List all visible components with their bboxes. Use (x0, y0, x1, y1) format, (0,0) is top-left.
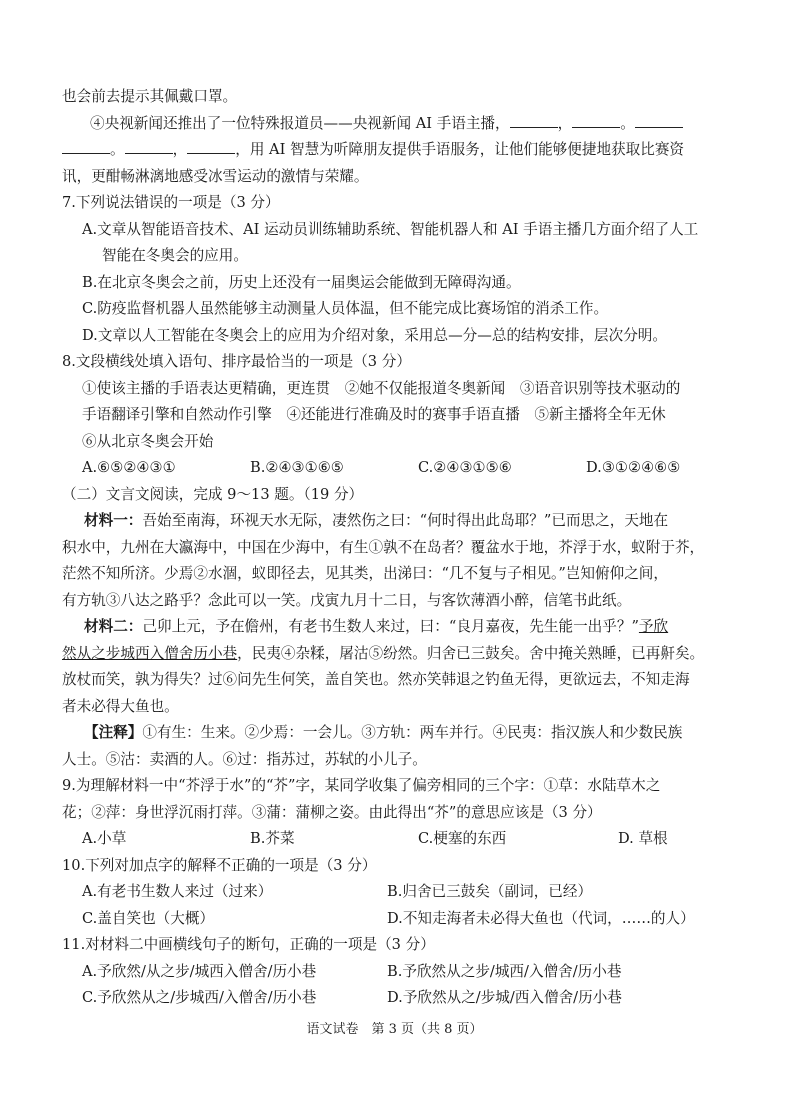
q11-options-row (62, 959, 731, 986)
material-two: 者未必得大鱼也。 (62, 697, 179, 715)
q7-stem: 7.下列说法错误的一项是（3 分） (62, 194, 280, 211)
q9-option-d: D. 草根 (618, 830, 668, 847)
material-one: 材料一：吾始至南海，环视天水无际，凄然伤之曰：“何时得出此岛耶？”已而思之，天地在 (84, 512, 669, 529)
q8-option-a: A.⑥⑤②④③① (82, 459, 176, 476)
q10-options-row (62, 906, 731, 933)
q8-option-d: D.③①②④⑥⑤ (586, 459, 681, 476)
q10-option-a: A.有老书生数人来过（过来） (82, 883, 273, 900)
notes: 【注释】①有生：生来。②少焉：一会儿。③方轨：两车并行。④民夷：指汉族人和少数民族 (84, 724, 683, 741)
material-one: 积水中，九州在大瀛海中，中国在少海中，有生①孰不在岛者？覆盆水于地，芥浮于水，蚁附于芥， (62, 538, 705, 556)
q10-stem: 10.下列对加点字的解释不正确的一项是（3 分） (62, 856, 377, 874)
q9-stem: 花；②萍：身世浮沉雨打萍。③蒲：蒲柳之姿。由此得出“芥”的意思应该是（3 分） (62, 803, 602, 821)
q8-option-b: B.②④③①⑥⑤ (250, 459, 344, 476)
q9-option-c: C.梗塞的东西 (418, 830, 507, 847)
material-one: 有方轨③八达之路乎？念此可以一笑。戊寅九月十二日，与客饮薄酒小醉，信笔书此纸。 (62, 591, 632, 609)
q7-option-a-cont: 智能在冬奥会的应用。 (102, 247, 248, 264)
material-label: 材料一： (84, 512, 143, 529)
q7-option-d: D.文章以人工智能在冬奥会上的应用为介绍对象，采用总—分—总的结构安排，层次分明。 (82, 326, 667, 344)
q10-option-d: D.不知走海者未必得大鱼也（代词，……的人） (387, 909, 695, 927)
q8-stem: 8.文段横线处填入语句、排序最恰当的一项是（3 分） (62, 353, 411, 370)
answer-blank[interactable] (572, 113, 620, 128)
section-heading: （二）文言文阅读，完成 9～13 题。（19 分） (62, 485, 364, 503)
q7-option-b: B.在北京冬奥会之前，历史上还没有一届奥运会能做到无障碍沟通。 (82, 273, 521, 291)
answer-blank[interactable] (125, 139, 173, 154)
underlined-sentence: 予欣 (638, 618, 669, 635)
q11-option-d: D.予欣然从之/步城/西入僧舍/历小巷 (387, 989, 622, 1006)
material-two: 放杖而笑，孰为得失？过⑥问先生何笑，盖自笑也。然亦笑韩退之钓鱼无得，更欲远去，不知走海 (62, 671, 690, 688)
q9-stem: 9.为理解材料一中“芥浮于水”的“芥”字，某同学收集了偏旁相同的三个字：①草：水陆草木之 (62, 777, 661, 794)
q7-option-c: C.防疫监督机器人虽然能够主动测量人员体温，但不能完成比赛场馆的消杀工作。 (82, 300, 609, 317)
q9-option-b: B.芥菜 (250, 830, 295, 847)
answer-blank[interactable] (635, 113, 683, 128)
q11-option-a: A.予欣然/从之步/城西入僧舍/历小巷 (82, 962, 317, 980)
passage-line-with-blanks: 。 ， ，用 AI 智慧为听障朋友提供手语服务，让他们能够便捷地获取比赛资 (62, 137, 731, 164)
q8-option-c: C.②④③①⑤⑥ (418, 459, 512, 476)
q8-options (62, 455, 731, 482)
q10-option-c: C.盖自笑也（大概） (82, 909, 215, 927)
q9-options (62, 826, 731, 853)
material-two: 然从之步城西入僧舍历小巷，民夷④杂糅，屠沽⑤纷然。归舍已三鼓矣。舍中掩关熟睡，已再鼾矣。 (62, 644, 705, 662)
page-footer: 语文试卷 第 3 页（共 8 页） (306, 1022, 483, 1037)
answer-blank[interactable] (62, 139, 110, 154)
material-two: 材料二：己卯上元，予在儋州，有老书生数人来过，曰：“良月嘉夜，先生能一出乎？”予欣 (84, 618, 669, 635)
q11-option-b: B.予欣然从之步/城西/入僧舍/历小巷 (387, 962, 622, 980)
q8-sentences: ⑥从北京冬奥会开始 (82, 432, 214, 450)
answer-blank[interactable] (187, 139, 235, 154)
underlined-sentence: 然从之步城西入僧舍历小巷 (62, 644, 238, 662)
material-label: 材料二： (84, 618, 143, 635)
answer-blank[interactable] (510, 113, 558, 128)
q8-sentences: 手语翻译引擎和自然动作引擎 ④还能进行准确及时的赛事手语直播 ⑤新主播将全年无休 (82, 406, 666, 423)
q10-options-row (62, 879, 731, 906)
passage-line: 讯，更酣畅淋漓地感受冰雪运动的激情与荣耀。 (62, 167, 369, 185)
passage-line-with-blanks: ④央视新闻还推出了一位特殊报道员——央视新闻 AI 手语主播， ， 。 (62, 111, 731, 138)
q11-stem: 11.对材料二中画横线句子的断句，正确的一项是（3 分） (62, 936, 435, 953)
q10-option-b: B.归舍已三鼓矣（副词，已经） (387, 883, 593, 900)
notes: 人士。⑤沽：卖酒的人。⑥过：指苏过，苏轼的小儿子。 (62, 750, 427, 768)
q7-option-a: A.文章从智能语音技术、AI 运动员训练辅助系统、智能机器人和 AI 手语主播几方面介绍了人工 (82, 220, 699, 238)
q9-option-a: A.小草 (82, 830, 127, 847)
q11-option-c: C.予欣然从之/步城西/入僧舍/历小巷 (82, 989, 317, 1006)
material-one: 茫然不知所济。少焉②水涸，蚁即径去，见其类，出涕曰：“几不复与子相见。”岂知俯仰之间， (62, 565, 668, 582)
notes-label: 【注释】 (84, 724, 143, 741)
passage-line: 也会前去提示其佩戴口罩。 (62, 88, 238, 105)
q8-sentences: ①使该主播的手语表达更精确，更连贯 ②她不仅能报道冬奥新闻 ③语音识别等技术驱动的 (82, 379, 681, 397)
q11-options-row (62, 985, 731, 1012)
